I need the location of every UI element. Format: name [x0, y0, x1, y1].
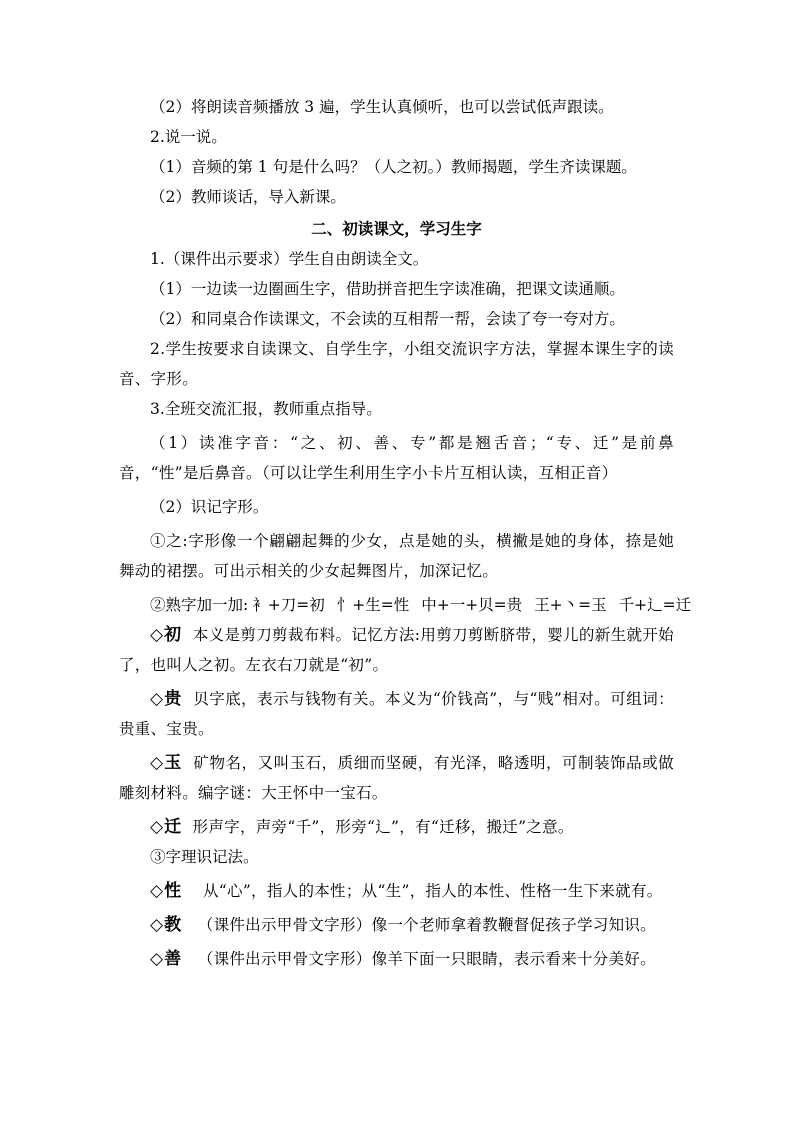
section-step-3: 3.全班交流汇报，教师重点指导。 — [150, 400, 382, 418]
entry-qian — [119, 812, 674, 842]
formula-label: ②熟字加一加: — [150, 596, 249, 614]
entry-gui-text: 贝字底，表示与钱物有关。本义为“价钱高”，与“贱”相对。可组词：贵重、宝贵。 — [119, 690, 674, 738]
entry-qian-text: 形声字，声旁“千”，形旁“辶”，有“迁移，搬迁”之意。 — [192, 818, 574, 836]
zhi-paragraph: ①之:字形像一个翩翩起舞的少女，点是她的头，横撇是她的身体，捺是她舞动的裙摆。可出示相关的少女起舞图片，加深记忆。 — [119, 532, 674, 580]
entry-jiao-head: ◇教 — [150, 915, 183, 935]
entry-qian-head: ◇迁 — [150, 817, 183, 837]
step-teacher-talk: （2）教师谈话，导入新课。 — [150, 188, 346, 206]
entry-chu — [119, 620, 674, 680]
entry-gui — [119, 684, 674, 744]
entry-yu-head: ◇玉 — [150, 753, 183, 773]
entry-shan-text: （课件出示甲骨文字形）像羊下面一只眼睛，表示看来十分美好。 — [197, 950, 656, 968]
step-play-audio: （2）将朗读音频播放 3 遍，学生认真倾听，也可以尝试低声跟读。 — [150, 98, 614, 116]
formula-yu: 王+丶=玉 — [534, 596, 607, 614]
section-step-1-2: （2）和同桌合作读课文，不会读的互相帮一帮，会读了夸一夸对方。 — [150, 310, 625, 328]
formula-gui: 中+一+贝=贵 — [421, 596, 523, 614]
document-page — [119, 92, 692, 974]
step-audio-question: （1）音频的第 1 句是什么吗？（人之初。）教师揭题，学生齐读课题。 — [150, 158, 637, 176]
entry-yu-text: 矿物名，又叫玉石，质细而坚硬，有光泽，略透明，可制装饰品或做雕刻材料。编字谜：大王怀中一宝石。 — [119, 754, 674, 802]
entry-chu-text: 本义是剪刀剪裁布料。记忆方法:用剪刀剪断脐带，婴儿的新生就开始了，也叫人之初。左衣右刀就是“初”。 — [119, 626, 674, 674]
entry-gui-head: ◇贵 — [150, 689, 183, 709]
entry-xing-text: 从“心”，指人的本性；从“生”，指人的本性、性格一生下来就有。 — [203, 882, 663, 900]
entry-chu-head: ◇初 — [150, 625, 183, 645]
entry-xing — [119, 876, 674, 906]
method-3-heading: ③字理识记法。 — [150, 848, 259, 866]
entry-shan — [119, 944, 674, 974]
formula-line — [119, 590, 692, 620]
entry-jiao — [119, 910, 674, 940]
entry-yu — [119, 748, 674, 808]
entry-shan-head: ◇善 — [150, 949, 183, 969]
section-step-1-1: （1）一边读一边圈画生字，借助拼音把生字读准确，把课文读通顺。 — [150, 280, 625, 298]
section-step-2: 2.学生按要求自读课文、自学生字，小组交流识字方法，掌握本课生字的读音、字形。 — [119, 340, 674, 388]
formula-qian: 千+辶=迁 — [618, 596, 692, 614]
section-title: 二、初读课文，学习生字 — [311, 219, 482, 238]
formula-chu: 衤+刀=初 — [252, 596, 325, 614]
step-say: 2.说一说。 — [150, 128, 227, 146]
pronunciation-paragraph: （1）读准字音：“之、初、善、专”都是翘舌音；“专、迁”是前鼻音，“性”是后鼻音。（可以让学生利用生字小卡片互相认读，互相正音） — [119, 434, 674, 482]
entry-xing-head: ◇性 — [150, 881, 183, 901]
section-step-1: 1.（课件出示要求）学生自由朗读全文。 — [150, 250, 429, 268]
formula-xing: 忄+生=性 — [336, 596, 410, 614]
entry-jiao-text: （课件出示甲骨文字形）像一个老师拿着教鞭督促孩子学习知识。 — [197, 916, 656, 934]
form-heading: （2）识记字形。 — [150, 498, 269, 516]
